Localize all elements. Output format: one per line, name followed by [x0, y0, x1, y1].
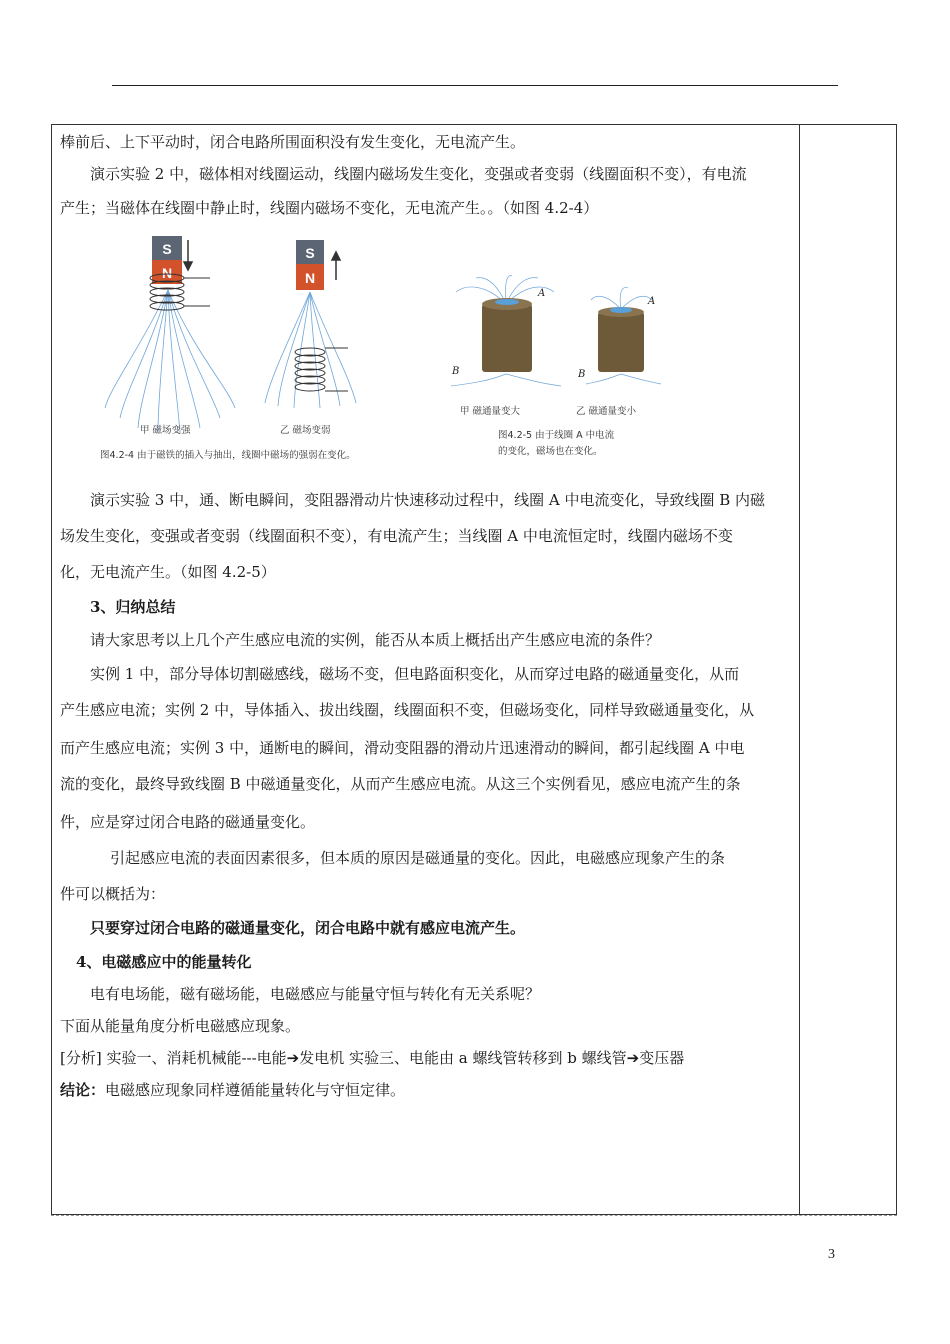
- magnet-right-s-label: S: [305, 245, 315, 261]
- figure-4-2-4: [100, 228, 400, 468]
- field-lines-left: [105, 290, 235, 433]
- magnet-right-n-label: N: [304, 270, 316, 286]
- coil-body-left: [482, 304, 532, 372]
- fig425-caption-1: 图4.2-5 由于线圈 A 中电流: [498, 430, 615, 441]
- paragraph-line: 流的变化，最终导致线圈 B 中磁通量变化，从而产生感应电流。从这三个实例看见，感应电流产生的条: [60, 775, 741, 793]
- header-rule: [112, 85, 838, 86]
- fig425-label-a-right: A: [648, 296, 656, 307]
- paragraph-line: 演示实验 2 中，磁体相对线圈运动，线圈内磁场发生变化，变强或者变弱（线圈面积不变），有电流: [90, 165, 747, 183]
- fig425-label-left: 甲 磁通量变大: [460, 406, 521, 417]
- paragraph-line: 下面从能量角度分析电磁感应现象。: [60, 1017, 301, 1035]
- coil-inner-right: [610, 307, 632, 313]
- fig425-label-b-left: B: [452, 366, 460, 377]
- paragraph-line: 化，无电流产生。（如图 4.2-5）: [60, 563, 276, 581]
- arrow-down-icon: [184, 240, 192, 270]
- paragraph-line: 而产生感应电流；实例 3 中，通断电的瞬间，滑动变阻器的滑动片迅速滑动的瞬间，都引起线圈 A 中电: [60, 739, 745, 757]
- paragraph-line: 件可以概括为：: [60, 885, 166, 903]
- fig425-caption-2: 的变化，磁场也在变化。: [498, 446, 603, 457]
- fig424-label-left: 甲 磁场变强: [140, 425, 191, 436]
- paragraph-line: 请大家思考以上几个产生感应电流的实例，能否从本质上概括出产生感应电流的条件？: [90, 631, 661, 649]
- fig425-label-a-left: A: [538, 288, 546, 299]
- page-number: 3: [828, 1247, 835, 1262]
- analysis-line: [分析] 实验一、消耗机械能---电能➔发电机 实验三、电能由 a 螺线管转移到 b 螺线管➔变压器: [60, 1049, 685, 1067]
- conclusion-label: 结论：: [60, 1081, 106, 1099]
- paragraph-line: 引起感应电流的表面因素很多，但本质的原因是磁通量的变化。因此，电磁感应现象产生的条: [110, 849, 726, 867]
- coil-right: [295, 348, 348, 391]
- magnet-left-s-label: S: [162, 241, 172, 257]
- fig424-caption: 图4.2-4 由于磁铁的插入与抽出，线圈中磁场的强弱在变化。: [100, 450, 356, 461]
- section-heading-4: 4、电磁感应中的能量转化: [76, 953, 252, 971]
- section-heading-3: 3、归纳总结: [90, 598, 176, 616]
- paragraph-line: 电有电场能，磁有磁场能，电磁感应与能量守恒与转化有无关系呢？: [90, 985, 541, 1003]
- paragraph-line: 件，应是穿过闭合电路的磁通量变化。: [60, 813, 316, 831]
- table-bottom-rule: [51, 1215, 897, 1216]
- arrow-up-icon: [332, 252, 340, 280]
- table-column-divider: [799, 124, 800, 1215]
- paragraph-line: 产生感应电流；实例 2 中，导体插入、拔出线圈，线圈面积不变，但磁场变化，同样导致磁通量变化，从: [60, 701, 755, 719]
- conclusion-text: 电磁感应现象同样遵循能量转化与守恒定律。: [105, 1081, 406, 1099]
- figure-4-2-5: [446, 274, 686, 464]
- fig425-label-right: 乙 磁通量变小: [576, 406, 637, 417]
- coil-inner-left: [495, 299, 519, 305]
- coil-body-right: [598, 312, 644, 372]
- paragraph-line: 实例 1 中，部分导体切割磁感线，磁场不变，但电路面积变化，从而穿过电路的磁通量变化，从而: [90, 665, 740, 683]
- paragraph-line: 场发生变化，变强或者变弱（线圈面积不变），有电流产生；当线圈 A 中电流恒定时，线圈内磁场不变: [60, 527, 733, 545]
- fig424-label-right: 乙 磁场变弱: [280, 425, 331, 436]
- paragraph-line: 产生；当磁体在线圈中静止时，线圈内磁场不变化，无电流产生。。（如图 4.2-4）: [60, 199, 599, 217]
- key-conclusion: 只要穿过闭合电路的磁通量变化，闭合电路中就有感应电流产生。: [90, 919, 526, 937]
- conclusion-line: [60, 1072, 795, 1108]
- paragraph-line: 棒前后、上下平动时，闭合电路所围面积没有发生变化，无电流产生。: [60, 133, 526, 151]
- paragraph-line: 演示实验 3 中，通、断电瞬间，变阻器滑动片快速移动过程中，线圈 A 中电流变化，导致线圈 B 内磁: [90, 491, 766, 509]
- magnet-left-n-label: N: [161, 265, 173, 281]
- fig425-label-b-right: B: [578, 369, 586, 380]
